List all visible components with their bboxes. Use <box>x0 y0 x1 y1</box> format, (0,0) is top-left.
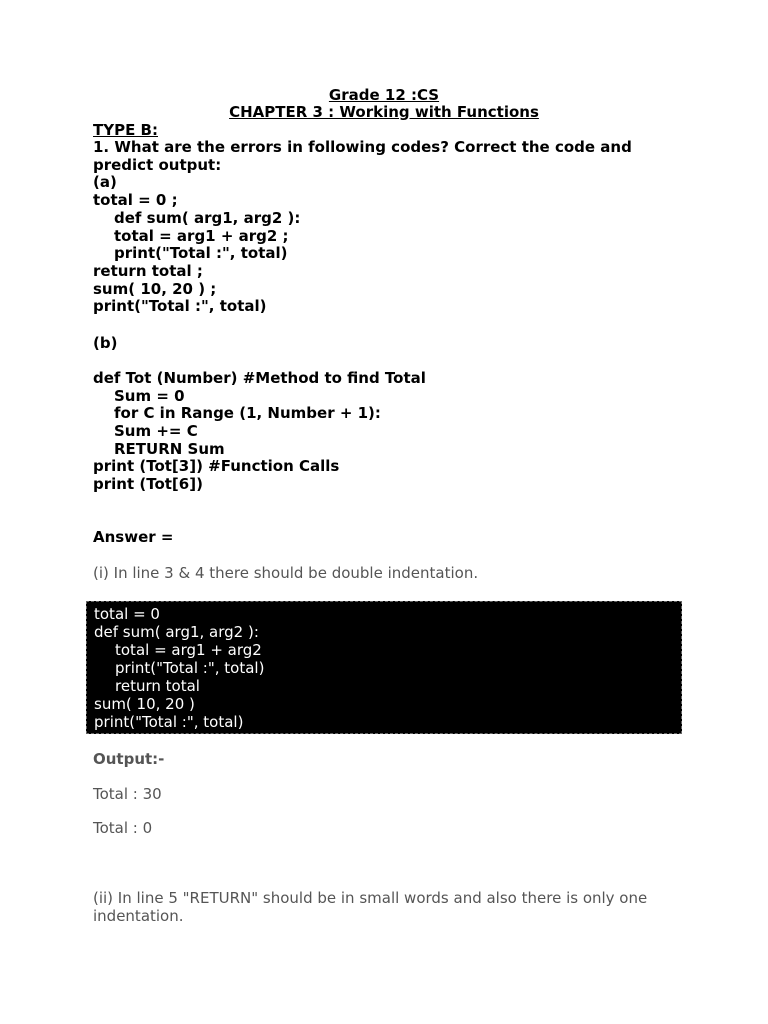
part-b-label: (b) <box>93 334 118 352</box>
code-b-line: RETURN Sum <box>114 440 225 458</box>
code-b-line: print (Tot[3]) #Function Calls <box>93 457 340 475</box>
chapter-title: CHAPTER 3 : Working with Functions <box>229 103 539 121</box>
code-b-line: Sum += C <box>114 422 198 440</box>
code-block-line: return total <box>115 677 200 695</box>
grade-title: Grade 12 :CS <box>328 86 440 104</box>
code-a-line: return total ; <box>93 262 203 280</box>
code-block-line: sum( 10, 20 ) <box>94 695 195 713</box>
type-label: TYPE B: <box>93 121 158 139</box>
question-line-1: 1. What are the errors in following codes? Correct the code and <box>93 138 632 156</box>
code-block-line: print("Total :", total) <box>94 713 244 731</box>
code-a-line: def sum( arg1, arg2 ): <box>114 209 301 227</box>
code-a-line: total = 0 ; <box>93 191 178 209</box>
question-line-2: predict output: <box>93 156 222 174</box>
code-a-line: total = arg1 + arg2 ; <box>114 227 289 245</box>
code-b-line: def Tot (Number) #Method to find Total <box>93 369 426 387</box>
output-label: Output:- <box>93 750 165 768</box>
code-b-line: print (Tot[6]) <box>93 475 203 493</box>
code-a-line: print("Total :", total) <box>93 297 267 315</box>
code-block-line: total = 0 <box>94 605 160 623</box>
answer-label: Answer = <box>93 528 174 546</box>
answer-point-i: (i) In line 3 & 4 there should be double indentation. <box>93 564 479 582</box>
output-line-1: Total : 30 <box>93 785 162 803</box>
part-a-label: (a) <box>93 173 117 191</box>
code-block-line: def sum( arg1, arg2 ): <box>94 623 259 641</box>
code-block-line: total = arg1 + arg2 <box>115 641 262 659</box>
code-block-line: print("Total :", total) <box>115 659 265 677</box>
code-block <box>86 601 682 734</box>
code-b-line: Sum = 0 <box>114 387 185 405</box>
code-b-line: for C in Range (1, Number + 1): <box>114 404 381 422</box>
code-a-line: sum( 10, 20 ) ; <box>93 280 217 298</box>
output-line-2: Total : 0 <box>93 819 153 837</box>
code-a-line: print("Total :", total) <box>114 244 288 262</box>
answer-point-ii: (ii) In line 5 "RETURN" should be in small words and also there is only one indentation. <box>93 889 648 925</box>
